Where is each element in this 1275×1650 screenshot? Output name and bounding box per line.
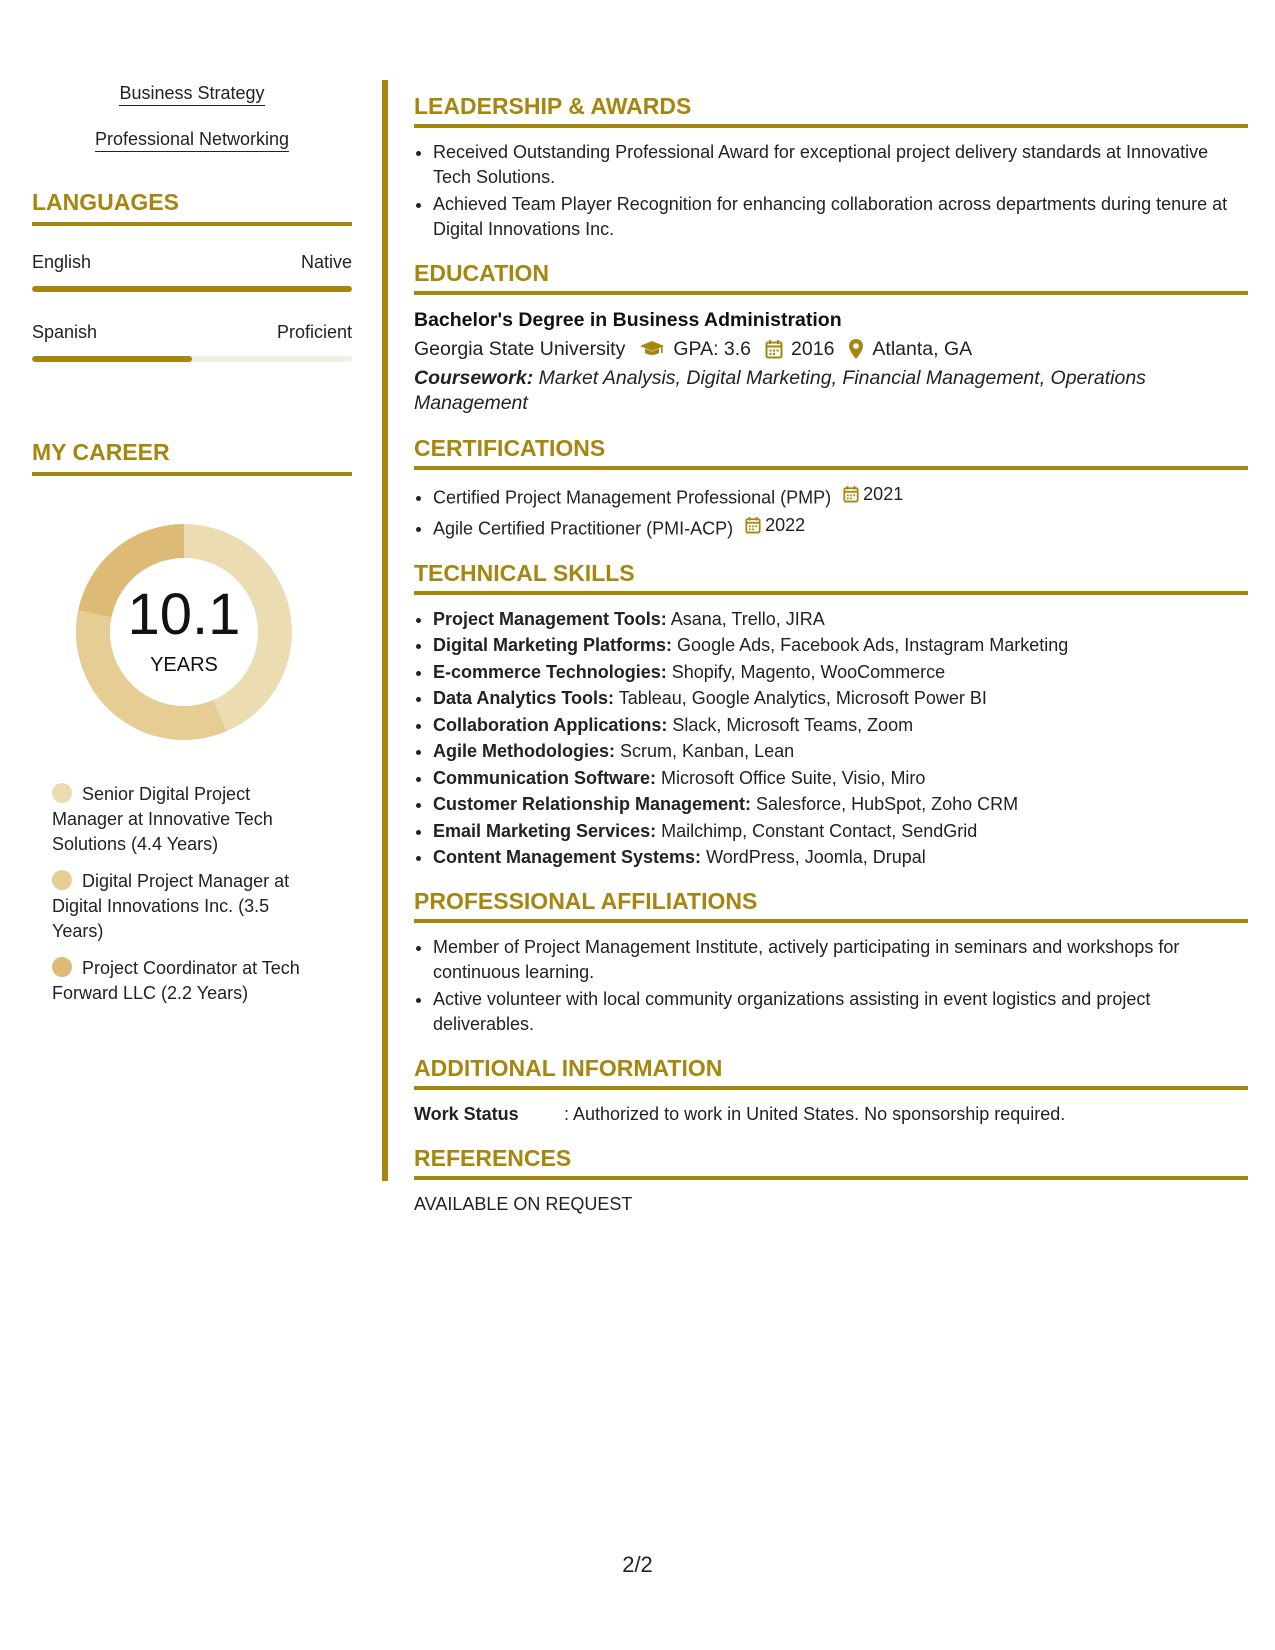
skill-item: • Collaboration Applications: Slack, Microsoft Teams, Zoom: [433, 713, 1248, 737]
language-item: [32, 322, 352, 362]
coursework-list: Market Analysis, Digital Marketing, Financial Management, Operations Management: [414, 367, 1146, 414]
page-number: 2/2: [622, 1552, 653, 1577]
section-heading: REFERENCES: [414, 1144, 1248, 1180]
certifications-section: [414, 434, 1248, 541]
school-name: Georgia State University: [414, 338, 626, 360]
career-legend-item: Senior Digital Project Manager at Innovative Tech Solutions (4.4 Years): [52, 784, 273, 854]
language-level: Proficient: [276, 322, 352, 342]
affiliations-section: [414, 887, 1248, 1036]
legend-dot: [52, 783, 72, 803]
section-heading: EDUCATION: [414, 259, 1248, 295]
language-bar-fill: [32, 356, 192, 362]
career-total-years: 10.1: [127, 582, 241, 647]
language-bar-fill: [32, 286, 352, 292]
skill-item: • Project Management Tools: Asana, Trello, JIRA: [433, 607, 1248, 631]
legend-dot: [52, 870, 72, 890]
list-item: • Achieved Team Player Recognition for enhancing collaboration across departments during tenure at Digital Innovations Inc.: [433, 192, 1248, 241]
career-legend-item: Project Coordinator at Tech Forward LLC (2.2 Years): [52, 958, 300, 1003]
list-item: • Active volunteer with local community organizations assisting in event logistics and project deliverables.: [433, 987, 1248, 1036]
degree-title: Bachelor's Degree in Business Administration: [414, 309, 842, 331]
school-location: Atlanta, GA: [872, 338, 973, 360]
career-legend-item: Digital Project Manager at Digital Innovations Inc. (3.5 Years): [52, 871, 290, 941]
calendar-icon: [843, 485, 859, 503]
coursework-label: Coursework:: [414, 367, 534, 389]
language-item: [32, 252, 352, 292]
career-total-unit: YEARS: [150, 654, 218, 676]
graduation-cap-icon: [639, 340, 665, 358]
certification-year: 2021: [863, 484, 904, 504]
references-section: [414, 1144, 1248, 1216]
graduation-year: 2016: [791, 338, 835, 360]
column-divider: [382, 80, 388, 1181]
main-content: [414, 92, 1248, 1234]
language-name: English: [32, 252, 92, 272]
skill-tag: Professional Networking: [32, 126, 352, 152]
section-heading: PROFESSIONAL AFFILIATIONS: [414, 887, 1248, 923]
skill-item: • Customer Relationship Management: Salesforce, HubSpot, Zoho CRM: [433, 792, 1248, 816]
certification-year: 2022: [765, 514, 806, 535]
section-heading: ADDITIONAL INFORMATION: [414, 1054, 1248, 1090]
calendar-icon: [765, 339, 783, 359]
skill-item: • Agile Methodologies: Scrum, Kanban, Lean: [433, 739, 1248, 763]
info-label: Work Status: [414, 1104, 519, 1124]
language-bar: [32, 286, 352, 292]
skill-item: • E-commerce Technologies: Shopify, Magento, WooCommerce: [433, 660, 1248, 684]
gpa: GPA: 3.6: [673, 338, 752, 360]
list-item: • Received Outstanding Professional Award for exceptional project delivery standards at Innovative Tech Solutions.: [433, 140, 1248, 189]
list-item: • Member of Project Management Institute, actively participating in seminars and workshops for continuous learning.: [433, 935, 1248, 984]
languages-heading: LANGUAGES: [32, 188, 352, 226]
legend-dot: [52, 957, 72, 977]
technical-skills-section: [414, 559, 1248, 870]
info-row: [414, 1102, 1248, 1126]
language-name: Spanish: [32, 322, 98, 342]
certification-item: • Certified Project Management Professional (PMP) 2021: [433, 482, 1248, 510]
career-donut-chart: [64, 512, 304, 752]
leadership-section: [414, 92, 1248, 241]
additional-info-section: [414, 1054, 1248, 1126]
career-heading: MY CAREER: [32, 438, 352, 476]
skill-item: • Digital Marketing Platforms: Google Ads, Facebook Ads, Instagram Marketing: [433, 633, 1248, 657]
language-level: Native: [300, 252, 352, 272]
references-text: AVAILABLE ON REQUEST: [414, 1194, 633, 1214]
language-bar: [32, 356, 352, 362]
section-heading: CERTIFICATIONS: [414, 434, 1248, 470]
calendar-icon: [745, 516, 761, 534]
section-heading: TECHNICAL SKILLS: [414, 559, 1248, 595]
education-meta: [414, 334, 1248, 364]
skill-tag: Business Strategy: [32, 80, 352, 106]
section-heading: LEADERSHIP & AWARDS: [414, 92, 1248, 128]
skill-item: • Communication Software: Microsoft Office Suite, Visio, Miro: [433, 766, 1248, 790]
skill-item: • Content Management Systems: WordPress, Joomla, Drupal: [433, 845, 1248, 869]
career-legend: [52, 782, 322, 1006]
certification-item: • Agile Certified Practitioner (PMI-ACP) 2022: [433, 513, 1248, 541]
skill-item: • Data Analytics Tools: Tableau, Google Analytics, Microsoft Power BI: [433, 686, 1248, 710]
sidebar: [32, 80, 352, 1018]
skill-item: • Email Marketing Services: Mailchimp, Constant Contact, SendGrid: [433, 819, 1248, 843]
info-value: : Authorized to work in United States. No sponsorship required.: [564, 1104, 1066, 1124]
map-pin-icon: [848, 338, 864, 360]
education-section: [414, 259, 1248, 416]
coursework: [414, 366, 1248, 416]
